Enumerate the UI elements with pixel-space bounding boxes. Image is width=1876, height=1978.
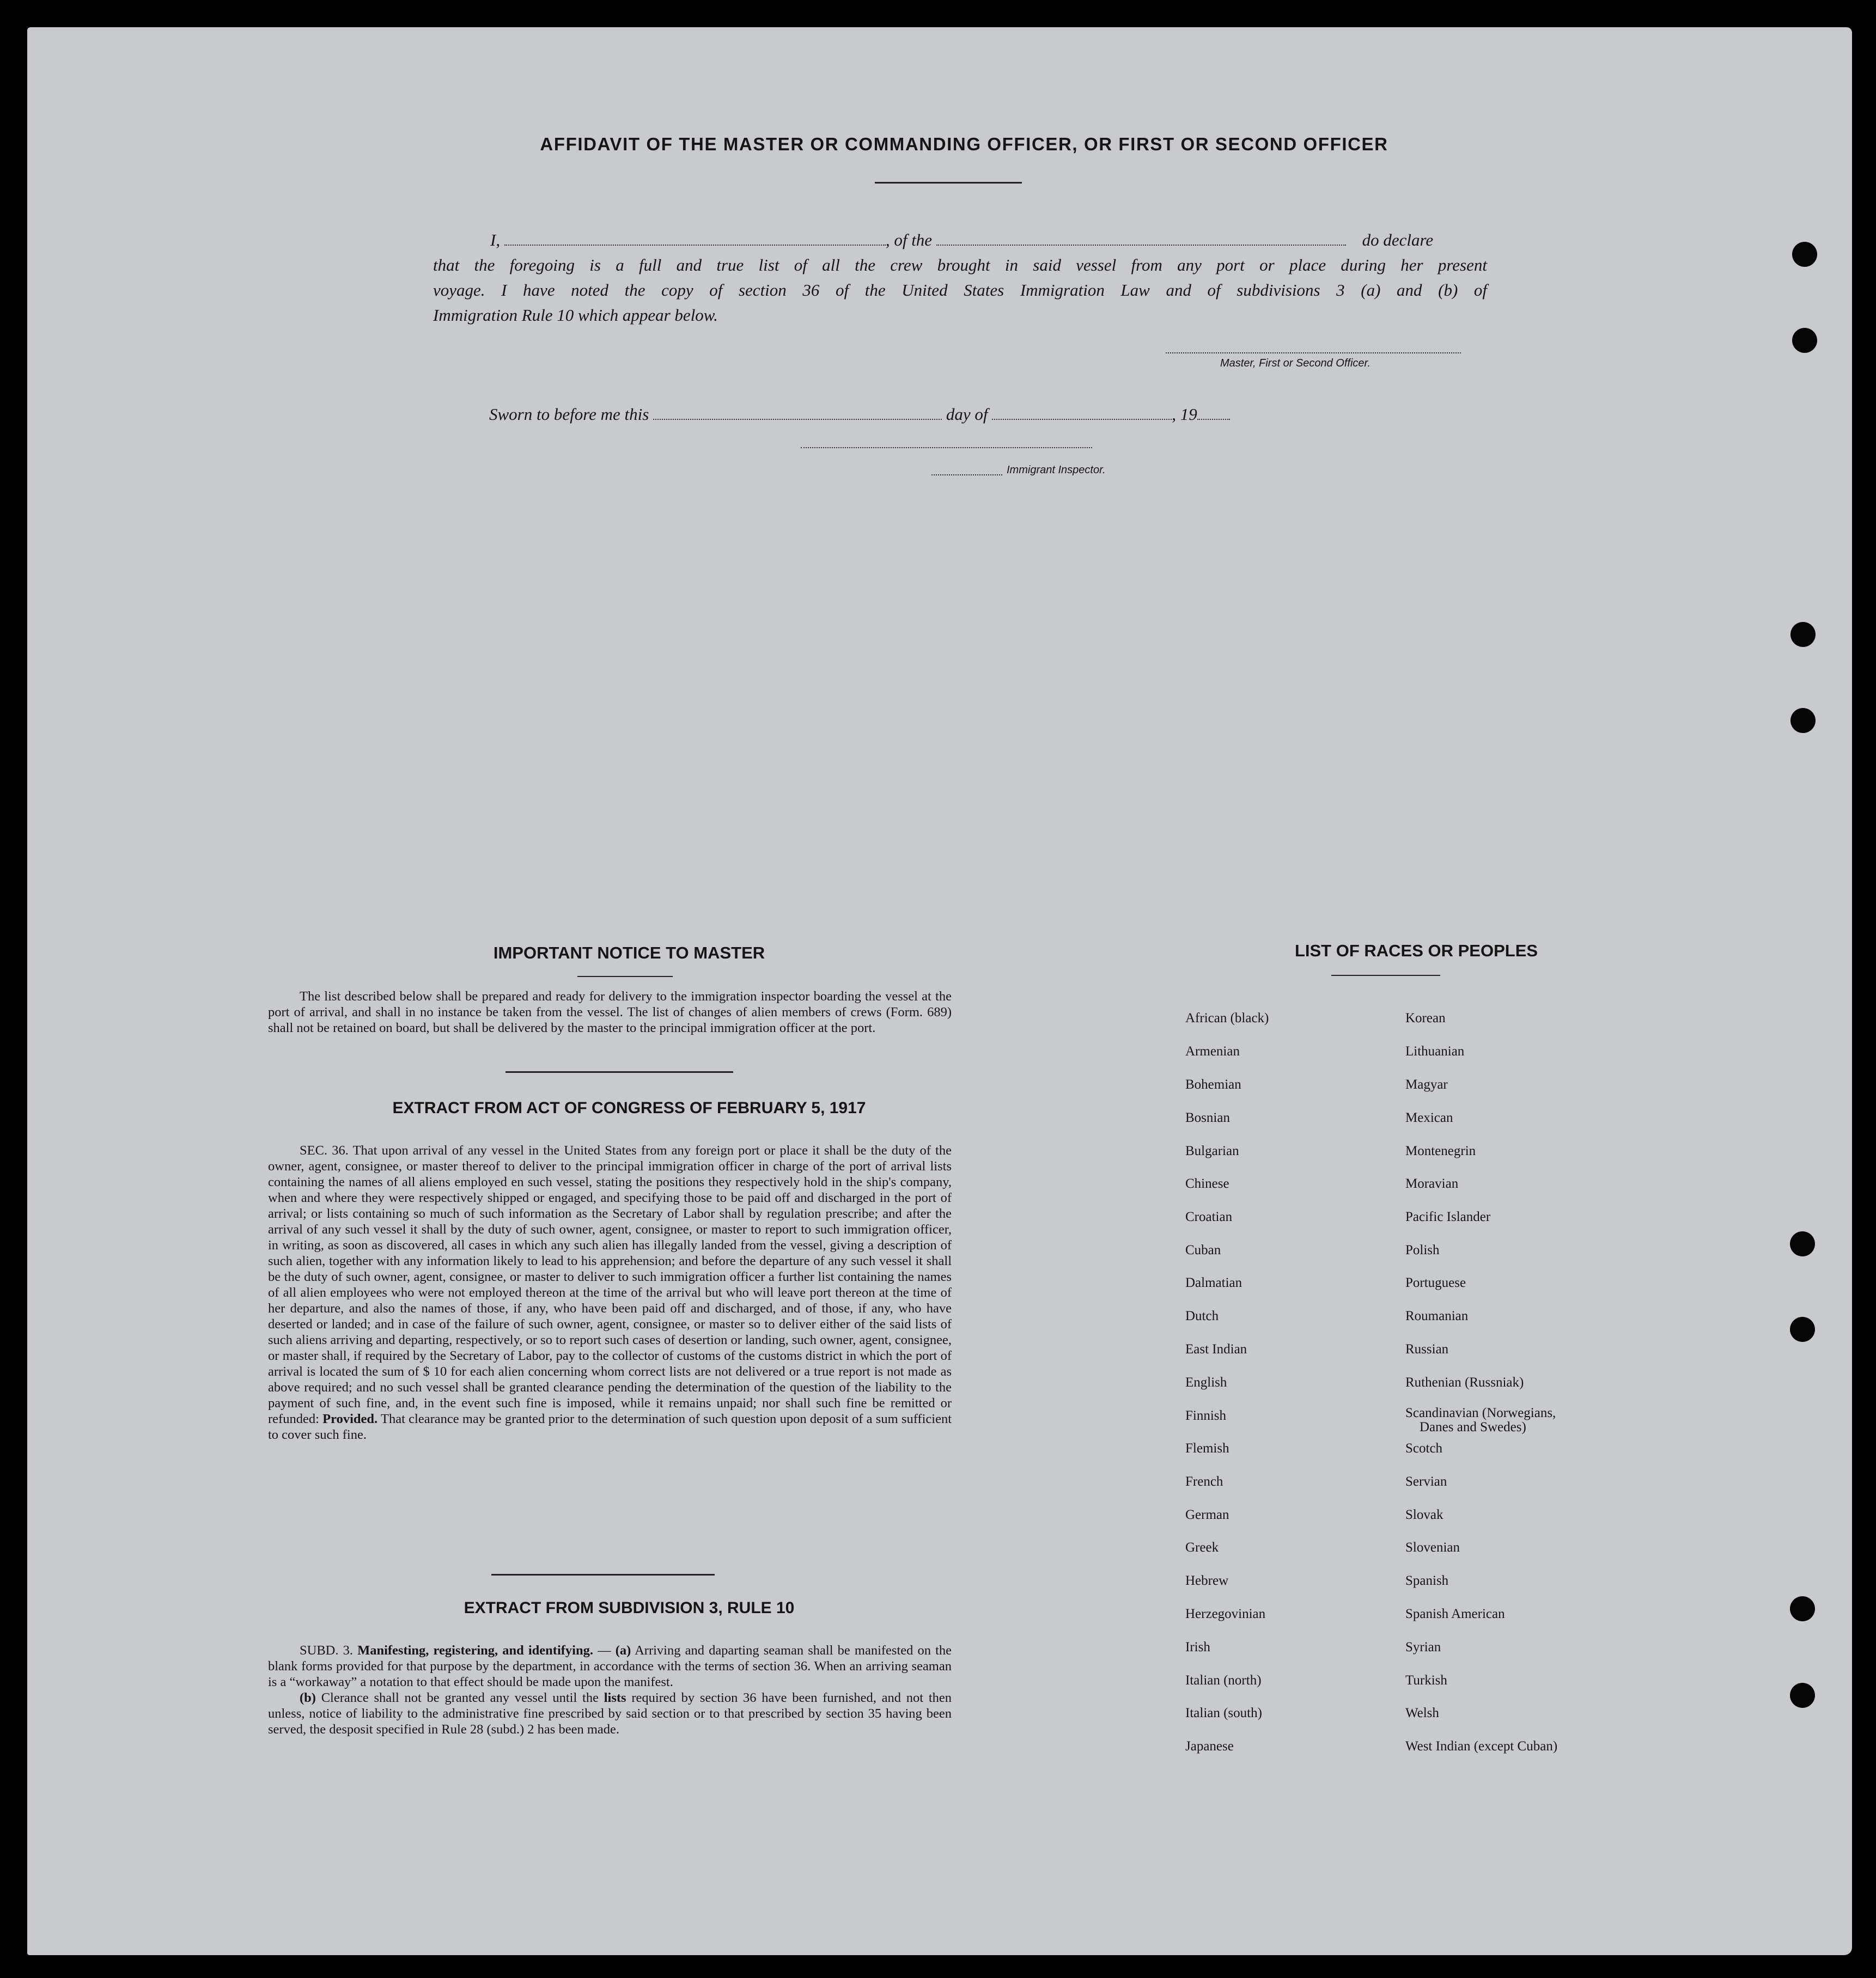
act-provided: Provided. [322, 1412, 378, 1426]
notice-text: The list described below shall be prepared and ready for delivery to the immigration inspector boarding the vessel at the port of arrival, and shall in no instance be taken from the vessel. The list of changes of alien members of crews (Form. 689) shall not be retained on board, but shall be delivered by the master to the principal immigration officer at the port. [268, 989, 952, 1035]
race-item: Montenegrin [1405, 1144, 1476, 1158]
race-item: Cuban [1185, 1243, 1221, 1257]
race-item: Pacific Islander [1405, 1210, 1491, 1224]
subd-heading: Manifesting, registering, and identifying. [357, 1643, 593, 1658]
race-item: Mexican [1405, 1110, 1453, 1125]
subd-b-text-2: required by section 36 have been furnished, and not then unless, notice of liability to the administrative fine prescribed by said section or to that prescribed by section 35 having been served, the desposit specified in Rule 28 (subd.) 2 has been made. [268, 1690, 952, 1737]
subd-text [268, 1643, 952, 1737]
master-signature-label: Master, First or Second Officer. [1220, 357, 1371, 369]
race-item: Herzegovinian [1185, 1607, 1266, 1621]
race-item: Ruthenian (Russniak) [1405, 1375, 1524, 1390]
act-title: EXTRACT FROM ACT OF CONGRESS OF FEBRUARY 5, 1917 [392, 1099, 866, 1117]
race-item: Bohemian [1185, 1077, 1241, 1092]
subd-title: EXTRACT FROM SUBDIVISION 3, RULE 10 [464, 1599, 795, 1617]
race-item: Syrian [1405, 1640, 1441, 1655]
inspector-port-field[interactable] [931, 474, 1002, 475]
affidavit-line-4: Immigration Rule 10 which appear below. [433, 306, 718, 325]
sworn-text: Sworn to before me this [489, 405, 649, 424]
document-page [27, 27, 1852, 1955]
nineteen-text: , 19 [1172, 405, 1197, 424]
race-item: Italian (north) [1185, 1673, 1262, 1688]
subd-paragraph-a [268, 1643, 952, 1690]
race-item: East Indian [1185, 1342, 1247, 1357]
binder-hole [1790, 1683, 1815, 1708]
act-text [268, 1143, 952, 1443]
race-item: Lithuanian [1405, 1044, 1465, 1059]
notice-title: IMPORTANT NOTICE TO MASTER [493, 943, 765, 962]
sworn-line [489, 402, 1361, 427]
race-item: Japanese [1185, 1739, 1234, 1754]
race-item: West Indian (except Cuban) [1405, 1739, 1558, 1754]
race-item: Bulgarian [1185, 1144, 1239, 1158]
binder-hole [1790, 708, 1816, 733]
subd-a-text: Arriving and daparting seaman shall be manifested on the blank forms provided for that purpose by the department, in accordance with the terms of section 36. When an arriving seaman is a “workaway” a notation to that effect should be made upon the manifest. [268, 1643, 952, 1689]
master-signature-field[interactable] [1166, 352, 1461, 353]
sworn-month-field[interactable] [992, 418, 1172, 420]
affidavit-of-the: , of the [885, 230, 933, 249]
race-item: Danes and Swedes) [1420, 1420, 1526, 1434]
binder-hole [1792, 242, 1817, 267]
affidavit-title: AFFIDAVIT OF THE MASTER OR COMMANDING OFFICER, OR FIRST OR SECOND OFFICER [540, 134, 1388, 154]
divider [875, 182, 1022, 184]
act-text-b: That clearance may be granted prior to the determination of such question upon deposit of a sum sufficient to cover such fine. [268, 1412, 952, 1442]
race-item: Finnish [1185, 1408, 1227, 1423]
race-item: Moravian [1405, 1176, 1459, 1191]
race-item: Spanish American [1405, 1607, 1505, 1621]
race-item: Armenian [1185, 1044, 1240, 1059]
subd-b-label: (b) [300, 1690, 316, 1705]
race-item: Scandinavian (Norwegians, [1405, 1406, 1556, 1420]
act-text-a: SEC. 36. That upon arrival of any vessel in the United States from any foreign port or place it shall be the duty of the owner, agent, consignee, or master thereof to deliver to the principal immigration officer in charge of the port of arrival lists containing the names of all aliens employed en such vessel, stating the positions they respectively hold in the ship's company, when and where they were respectively shipped or engaged, and specifying those to be paid off and discharged in the port of arrival; or lists containing so much of such information as the Secretary of Labor shall by regulation prescribe; and after the arrival of any such vessel it shall by the duty of such owner, agent, consignee, or master to report to such immigration officer, in writing, as soon as discovered, all cases in which any such alien has illegally landed from the vessel, giving a description of such alien, together with any information likely to lead to his apprehension; and before the departure of any such vessel it shall be the duty of such owner, agent, consignee, or master to deliver to such immigration officer a further list containing the names of all alien employees who were not employed thereon at the time of the arrival but who will leave port thereon at the time of her departure, and also the names of those, if any, who have been paid off and discharged, and of those, if any, who have deserted or landed; and in case of the failure of such owner, agent, consignee, or master so to deliver either of the said lists of such aliens arriving and departing, respectively, or so to report such cases of desertion or landing, such owner, agent, consignee, or master shall, if required by the Secretary of Labor, pay to the collector of customs of the customs district in which the port of arrival is located the sum of $ 10 for each alien concerning whom correct lists are not delivered or a true report is not made as above required; and no such vessel shall be granted clearance pending the determination of the question of the liability to the payment of such fine, and, in the event such fine is imposed, while it remains unpaid; nor shall such fine be remitted or refunded: [268, 1143, 952, 1426]
race-item: Russian [1405, 1342, 1449, 1357]
race-item: Korean [1405, 1011, 1446, 1025]
subd-b-text-1: Clerance shall not be granted any vessel until the [321, 1690, 599, 1705]
inspector-label: Immigrant Inspector. [1007, 464, 1106, 476]
affidavit-line-1 [490, 228, 1471, 253]
binder-hole [1790, 1596, 1815, 1621]
race-item: Dutch [1185, 1309, 1219, 1323]
race-item: Polish [1405, 1243, 1440, 1257]
race-item: African (black) [1185, 1011, 1269, 1025]
race-item: Italian (south) [1185, 1706, 1262, 1720]
race-item: French [1185, 1474, 1223, 1489]
affidavit-i: I, [490, 230, 501, 249]
race-item: Chinese [1185, 1176, 1229, 1191]
sworn-year-field[interactable] [1197, 418, 1230, 420]
race-item: Portuguese [1405, 1275, 1466, 1290]
affidavit-line-2: that the foregoing is a full and true list of all the crew brought in said vessel from any port or place during her present [433, 255, 1487, 274]
race-item: Croatian [1185, 1210, 1233, 1224]
affidavit-line-3: voyage. I have noted the copy of section 36 of the United States Immigration Law and of subdivisions 3 (a) and (b) of [433, 280, 1487, 300]
sworn-day-field[interactable] [653, 418, 942, 420]
divider [491, 1574, 715, 1576]
subd-b-lists: lists [604, 1690, 626, 1705]
subd-paragraph-b [268, 1690, 952, 1737]
race-item: Greek [1185, 1540, 1219, 1555]
race-item: Roumanian [1405, 1309, 1469, 1323]
race-item: Dalmatian [1185, 1275, 1242, 1290]
race-item: Slovenian [1405, 1540, 1460, 1555]
binder-hole [1792, 328, 1817, 353]
name-field[interactable] [504, 244, 886, 246]
subd-lead: SUBD. 3. [300, 1643, 353, 1658]
vessel-field[interactable] [936, 244, 1346, 246]
divider [505, 1071, 733, 1073]
race-item: Bosnian [1185, 1110, 1230, 1125]
race-item: Magyar [1405, 1077, 1448, 1092]
races-title: LIST OF RACES OR PEOPLES [1294, 941, 1538, 960]
affidavit-do-declare: do declare [1362, 230, 1434, 249]
race-item: Turkish [1405, 1673, 1447, 1688]
race-item: Scotch [1405, 1441, 1443, 1456]
subd-dash: — [598, 1643, 611, 1658]
race-item: Hebrew [1185, 1573, 1229, 1588]
race-item: Slovak [1405, 1507, 1443, 1522]
race-item: Irish [1185, 1640, 1210, 1655]
race-item: Servian [1405, 1474, 1447, 1489]
race-item: Welsh [1405, 1706, 1439, 1720]
divider [1331, 975, 1440, 976]
race-item: English [1185, 1375, 1227, 1390]
subd-a-label: (a) [615, 1643, 631, 1658]
inspector-signature-field[interactable] [801, 447, 1092, 448]
race-item: Flemish [1185, 1441, 1229, 1456]
binder-hole [1790, 1231, 1815, 1256]
binder-hole [1790, 1317, 1815, 1342]
day-of-text: day of [946, 405, 988, 424]
race-item: Spanish [1405, 1573, 1449, 1588]
divider [577, 976, 673, 977]
race-item: German [1185, 1507, 1229, 1522]
binder-hole [1790, 622, 1816, 647]
